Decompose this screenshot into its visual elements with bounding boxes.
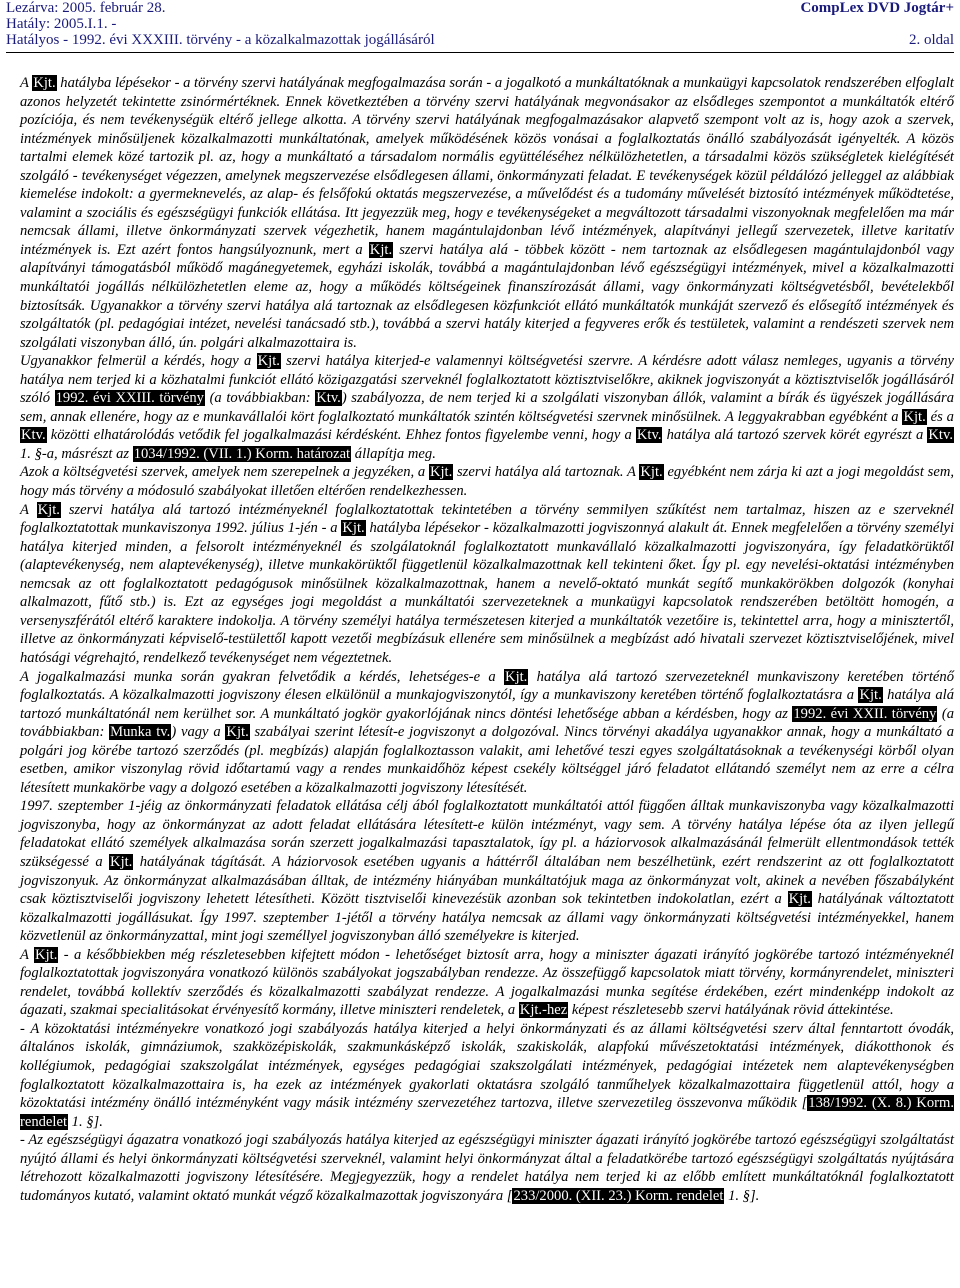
paragraph-text: A jogalkalmazási munka során gyakran felvetődik a kérdés, lehetséges-e a: [20, 668, 505, 685]
paragraph-text: (a továbbiakban:: [20, 705, 954, 741]
law-reference-link[interactable]: 138/1992. (X. 8.) Korm. rendelet: [20, 1095, 954, 1130]
law-reference-link[interactable]: Kjt.: [226, 724, 249, 741]
paragraph: [20, 797, 954, 945]
paragraph-text: - A közoktatási intézményekre vonatkozó jogi szabályozás hatálya kiterjed a helyi önkormányzati és az állami költségvetési szerv által fenntartott óvodák, általános iskolák, gimnáziumok, szakközépiskolák, szakmunkásképző iskolák, szakiskolák, alapfokú művészetoktatási intézmények, diákotthonok és kollégiumok, pedagógiai szakszolgálat intézmények, egységes pedagógiai szakszolgálati intézmények, pedagógiai intézetek nem alaptevékenységben foglalkoztatott közalkalmazottaira is, ha ezek az intézmények gyakorlati oktatásra szolgáló tanműhelyek közalkalmazottaira függetlenül attól, hogy a közoktatási intézmény önálló intézményként vagy másik intézmény szervezetéhez tartozva, illetve szervezetileg összevonva működik [: [20, 1020, 954, 1112]
paragraph-text: hatálya alá tartozó szervezeteknél munkaviszony keretében történő foglalkoztatás. A közalkalmazotti jogviszony élesen elkülönül a munkajogviszonytól, így a munkaviszony keretében történő foglalkoztatásra a: [20, 668, 955, 704]
law-reference-link[interactable]: Kjt.-hez: [519, 1002, 568, 1019]
paragraph-text: hatálya alá tartozó munkáltatónál nem kerülhet sor. A munkáltató jogkör gyakorlójának nincs döntési lehetősége abban a kérdésben, hogy az: [20, 687, 954, 722]
paragraph-text: szervi hatálya kiterjed-e valamennyi költségvetési szervre. A kérdésre adott válasz nemleges, ugyanis a törvény hatálya nem terjed ki a közhatalmi funkciót ellátó közigazgatási szerveknél foglalkoztatott köztisztviselőkre, akiknek jogviszonyát a köztisztviselők jogállásáról szóló: [20, 353, 954, 407]
paragraph: [20, 74, 954, 352]
page-number: 2. oldal: [909, 32, 954, 48]
law-reference-link[interactable]: 1992. évi XXIII. törvény: [55, 390, 204, 407]
paragraph-text: ) szabályozza, de nem terjed ki a szolgálati viszonyban állók, valamint a bírák és ügyészek jogállására sem, annak ellenére, hogy az e munkavállalói kört foglalkoztató munkáltatók szintén költségvetési szervnek minősülnek. A leggyakrabban egyébként a: [20, 390, 954, 425]
header-divider: [6, 52, 954, 53]
law-reference-link[interactable]: Ktv.: [21, 427, 46, 444]
paragraph-text: 1997. szeptember 1-jéig az önkormányzati feladatok ellátása célj ából foglalkoztatott munkáltatói attól függően álltak munkaviszonyba vagy közalkalmazotti jogviszonyba, hogy az önkormányzat az adott feladat ellátására létesített-e külön intézményt, vagy sem. A törvény hatálya lépése óta az ilyen jellegű feladatokat ellátó személyek alkalmazása során szerzett jogalkalmazási tapasztalatok, így pl. a háziorvosok alkalmazásánál felmerült ellentmondások tették szükségessé a: [20, 798, 954, 870]
law-reference-link[interactable]: Kjt.: [33, 75, 56, 91]
law-reference-link[interactable]: Kjt.: [640, 464, 663, 481]
paragraph-text: hatályának tágítását. A háziorvosok esetében ugyanis a háttérről általában nem beszélhetünk, ezért rendszerint az ott foglalkoztatott jogviszonyuk. Az önkormányzat alkalmazásában álltak, de intézmény hiányában munkáltatójuk maga az önkormányzat volt, akinek a nevében főszabályként csak köztisztviselői jogviszony lehetett létesítheti. Között tisztviselői kinevezésük azonban sok tekintetben indokolatlan, ezért a: [20, 853, 954, 908]
law-reference-link[interactable]: Kjt.: [429, 464, 453, 481]
page-header: [6, 0, 954, 48]
paragraph-text: és a: [926, 408, 954, 425]
law-reference-link[interactable]: 1034/1992. (VII. 1.) Korm. határozat: [133, 445, 351, 462]
paragraph-text: szervi hatálya alá tartoznak. A: [453, 464, 640, 481]
paragraph-text: Azok a költségvetési szervek, amelyek nem szerepelnek a jegyzéken, a: [20, 464, 429, 481]
paragraph-text: Ugyanakkor felmerül a kérdés, hogy a: [20, 353, 257, 370]
paragraph: [20, 1131, 954, 1205]
paragraph-text: hatályba lépésekor - közalkalmazotti jogviszonnyá alakult át. Ennek megfelelően a törvény személyi hatálya kiterjed minden, a felsorolt intézményeknél és szolgálatoknál foglalkoztatott munkavállaló közalkalmazotti jogviszonyára, így feladatkörüktől (alaptevékenység, nem alaptevékenység), illetve munkakörüktől függetlenül közalkalmazottnak kell tekinteni őket. Így pl. egy nevelési-oktatási intézményben nemcsak az ott foglalkoztatott pedagógusok minősülnek közalkalmazottnak, hanem a nevelő-oktató munkát segítő munkakörökben dolgozók (konyhai alkalmazott, fűtő stb.) is. Ezt az egységes jogi megoldást a munkáltatói szervezeteknek a munkaügyi kapcsolatok rendszerében betöltött homogén, a versenyszférától eltérő karaktere indokolja. A törvény személyi hatálya természetesen kiterjed a munkáltatók vezetőire is, tekintettel arra, hogy a minisztertől, illetve az önkormányzati képviselő-testülettől kapott vezetői megbízásuk ellenére sem minősülnek a megbízást adó hivatali szervezet köztisztviselőjének, mivel hatósági végrehajtó, rendelkező tevékenységet nem végeztetnek.: [20, 520, 955, 666]
paragraph-text: képest részletesebb szervi hatályának rövid áttekintése.: [568, 1002, 894, 1019]
paragraph: [20, 463, 954, 500]
law-reference-link[interactable]: Kjt.: [37, 501, 60, 518]
law-reference-link[interactable]: Kjt.: [859, 687, 882, 704]
law-reference-link[interactable]: Kjt.: [903, 408, 926, 425]
paragraph: [20, 1020, 954, 1131]
law-reference-link[interactable]: Kjt.: [369, 241, 393, 258]
law-reference-link[interactable]: Kjt.: [110, 853, 133, 870]
paragraph: [20, 501, 954, 668]
paragraph-text: 1. §].: [724, 1187, 760, 1204]
law-reference-link[interactable]: Kjt.: [35, 946, 58, 963]
paragraph-text: hatályba lépésekor - a törvény szervi hatályának megfogalmazása során - a jogalkotó a munkáltatóknak a munkaügyi kapcsolatok rendszerében elfoglalt azonos helyzetét tekintette zsinórmértéknek. Ennek következtében a törvény szervi hatályának megvonásakor az elsődleges szempontot a munkáltatók eltérő pozíciója, és nem tevékenységük eltérő jellege alkotta. A törvény szervi hatályának megfogalmazásakor alapvető szempont volt az is, hogy azok a szervek, intézmények minősüljenek közalkalmazotti munkáltatónak, amelyek működésének közös vonásai a foglalkoztatás önálló szabályozását igényelték. A közös tartalmi elemek közé tartozik pl. az, hogy a munkáltató a társadalom normális együttéléséhez nélkülözhetetlen, a társadalmi közös szükségletek kielégítését szolgáló - tevékenységet végezzen, amelynek megszervezése elsődlegesen állami, önkormányzati feladat. E tevékenységek közül példálózó jelleggel az alábbiak kiemelése indokolt: a gyermeknevelés, az alap- és felsőfokú oktatás megszervezése, a művelődést és a tudomány művelését biztosító intézmények működtetése, valamint a szociális és egészségügyi funkciók ellátása. Itt jegyezzük meg, hogy e tevékenységeket a megváltozott társadalmi viszonyoknak megfelelően ma már nemcsak állami, illetve önkormányzati szervek végezhetik, hanem magántulajdonban lévő intézmények, alapítványi jellegű szervezetek, illetve karitatív intézmények is. Ezt azért fontos hangsúlyoznunk, mert a: [20, 75, 954, 258]
paragraph-text: A: [20, 946, 35, 963]
document-title: Hatályos - 1992. évi XXXIII. törvény - a közalkalmazottak jogállásáról: [6, 32, 435, 48]
paragraph-text: szervi hatálya alá tartozó intézményeknél foglalkoztatottak tekintetében a törvény semmilyen szűkítést nem tartalmaz, hiszen az e szerveknél foglalkoztatottak munkaviszonya 1992. július 1-jén - a: [20, 501, 954, 537]
paragraph-text: (a továbbiakban:: [204, 390, 316, 407]
law-reference-link[interactable]: Ktv.: [636, 427, 662, 444]
paragraph-text: 1. §].: [68, 1113, 103, 1130]
paragraph-text: 1. §-a, másrészt az: [20, 445, 133, 462]
law-reference-link[interactable]: Kjt.: [342, 520, 365, 537]
law-reference-link[interactable]: Ktv.: [928, 427, 953, 444]
closing-date: Lezárva: 2005. február 28.: [6, 0, 166, 16]
law-reference-link[interactable]: Kjt.: [788, 891, 811, 908]
paragraph-text: szabályai szerint létesít-e jogviszonyt a dolgozóval. Nincs törvényi akadálya ugyanakkor annak, hogy a munkáltató a polgári jog körébe tartozó szerződés (pl. megbízás) alapján foglalkoztasson valakit, ami lehetővé teszi egyes szolgáltatásoknak a tevékenységi körből olyan esetben, amikor viszonylag rövid időtartamú vagy a rendes munkaidőhöz képest csekély költséggel járó feladatot ellátandó személyt nem az erre a célra létesített munkakörbe vagy a dolgozó esetében a közalkalmazotti jogviszony létesítését.: [20, 724, 955, 796]
law-reference-link[interactable]: Ktv.: [316, 390, 341, 407]
paragraph-text: állapítja meg.: [351, 445, 436, 462]
law-reference-link[interactable]: Munka tv.: [110, 724, 171, 741]
law-reference-link[interactable]: Kjt.: [257, 353, 280, 370]
paragraph-text: A: [20, 75, 33, 91]
law-reference-link[interactable]: Kjt.: [505, 668, 528, 685]
paragraph-text: hatályának változtatott közalkalmazotti jogállásukat. Így 1997. szeptember 1-jétől a törvény hatálya nemcsak az állami vagy önkormányzati költségvetési intézményekkel, hanem közvetlenül az önkormányzattal, mint jogi személlyel jogviszonyban álló személyekre is kiterjed.: [20, 891, 954, 945]
paragraph-text: - Az egészségügyi ágazatra vonatkozó jogi szabályozás hatálya kiterjed az egészségügyi miniszter ágazati irányító jogkörébe tartozó egészségügyi szolgáltatást nyújtó állami és helyi önkormányzati költségvetési szerveknél, valamint helyi önkormányzat által a feladatkörébe tartozó egészségügyi szolgáltatás nyújtására létrehozott közalkalmazotti jogviszony létesítésére. Megjegyezzük, hogy a rendelet hatálya nem terjed ki az előbb említett munkáltatóknál foglalkoztatott tudományos kutató, valamint oktató munkát végző közalkalmazottak jogviszonyára [: [20, 1132, 954, 1204]
paragraph: [20, 352, 954, 463]
law-reference-link[interactable]: 233/2000. (XII. 23.) Korm. rendelet: [513, 1187, 724, 1204]
paragraph-text: szervi hatálya alá - többek között - nem tartoznak az elsődlegesen magántulajdonból vagy alapítványi támogatásból működő magánegyetemek, egyházi iskolák, továbbá a magántulajdonban lévő egészségügyi intézmények, mivel a közalkalmazotti munkáltatói jogállás nélkülözhetetlen eleme az, hogy a működés költségeinek finanszírozását állami, vagy önkormányzati költségvetésből, bevételekből biztosítsák. Ugyanakkor a törvény szervi hatálya alá tartoznak az elsődlegesen közfunkciót ellátó munkáltatók munkáját szervező és elősegítő intézmények és szolgáltatók (pl. pedagógiai intézet, nevelési tanácsadó stb.), továbbá a szervi hatály kiterjed a fegyveres erők és testületek, valamint a rendészeti szervek nem szolgálati viszonyban álló, ún. polgári alkalmazottaira is.: [20, 241, 954, 351]
paragraph: [20, 946, 954, 1020]
paragraph-text: A: [20, 501, 37, 518]
document-body: [20, 74, 954, 1205]
product-name: CompLex DVD Jogtár+: [800, 0, 954, 16]
effective-date: Hatály: 2005.I.1. -: [6, 16, 117, 32]
law-reference-link[interactable]: 1992. évi XXII. törvény: [793, 705, 937, 722]
paragraph: [20, 668, 954, 798]
paragraph-text: hatálya alá tartozó szervek körét egyrészt a: [662, 427, 928, 444]
paragraph-text: - a későbbiekben még részletesebben kifejtett módon - lehetőséget biztosít arra, hogy a miniszter ágazati irányító jogkörébe tartozó intézményeknél foglalkoztatottak jogviszonyára vonatkozó különös szabályokat jogszabályban rendezze. Az összefüggő kapcsolatok miatt törvény, kormányrendelet, miniszteri rendelet, továbbá kollektív szerződés és közalkalmazotti szabályzat rendezze. A jogalkalmazási munka segítése érdekében, ezért mindenképp indokolt az ágazati, szakmai specialitásokat érvényesítő kormány, illetve miniszteri rendeletek, a: [20, 946, 954, 1019]
paragraph-text: ) vagy a: [171, 724, 226, 741]
paragraph-text: közötti elhatárolódás vetődik fel jogalkalmazási kérdésként. Ehhez fontos figyelembe venni, hogy a: [46, 427, 636, 444]
paragraph-text: egyébként nem zárja ki azt a jogi megoldást sem, hogy más törvény a módosuló szabályokat illetően eltérően rendelkezhessen.: [20, 464, 955, 500]
